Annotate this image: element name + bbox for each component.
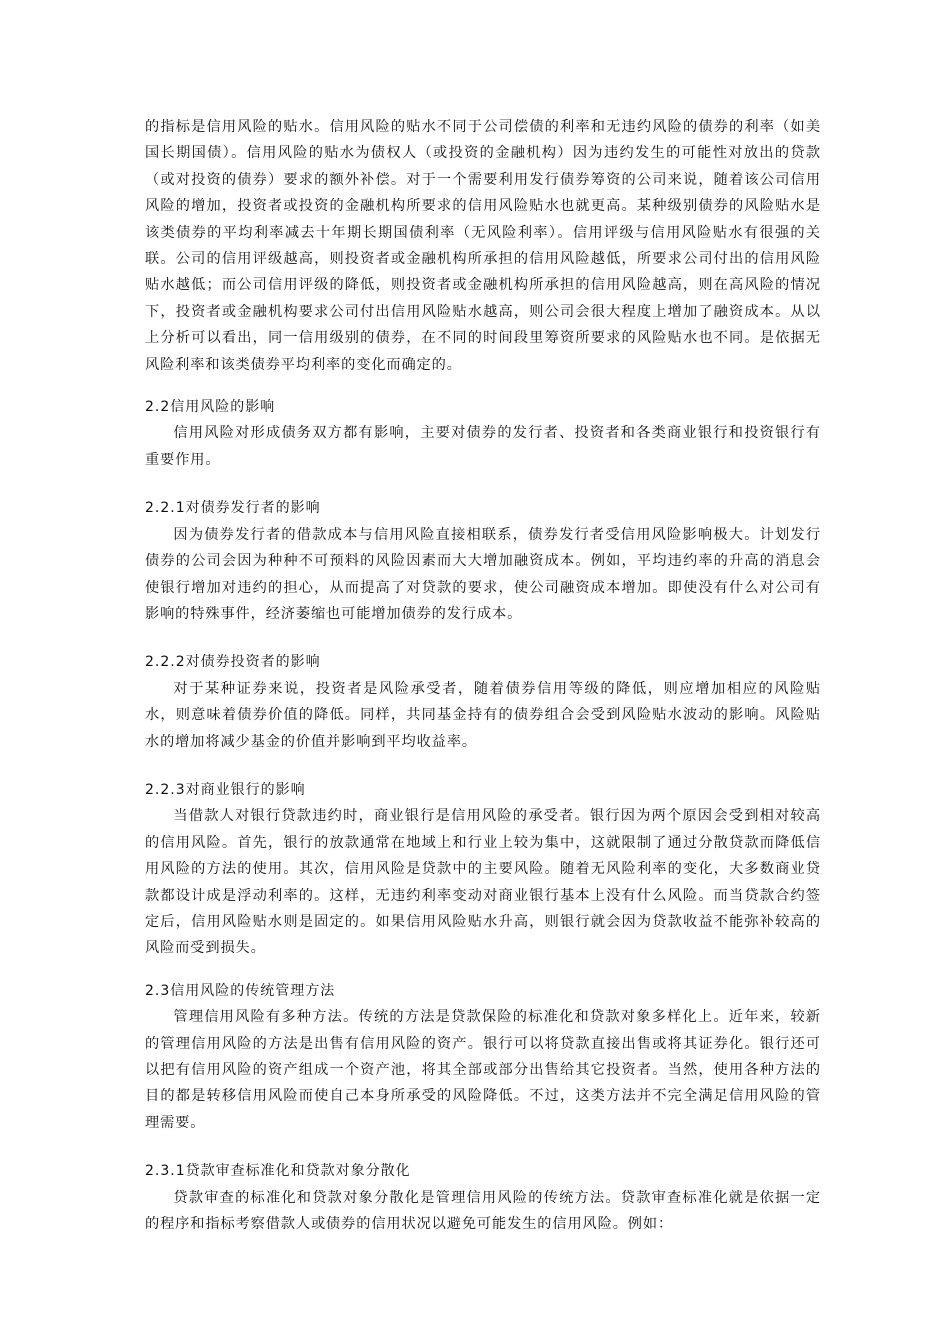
paragraph-credit-risk-premium: 的指标是信用风险的贴水。信用风险的贴水不同于公司偿债的利率和无违约风险的债券的利率（如美国长期国债）。信用风险的贴水为债权人（或投资的金融机构）因为违约发生的可能性对放出的贷款（或对投资的债券）要求的额外补偿。对于一个需要利用发行债券筹资的公司来说，随着该公司信用风险的增加，投资者或投资的金融机构所要求的信用风险贴水也就更高。某种级别债券的风险贴水是该类债券的平均利率减去十年期长期国债利率（无风险利率）。信用评级与信用风险贴水有很强的关联。公司的信用评级越高，则投资者或金融机构所承担的信用风险越低，所要求公司付出的信用风险贴水越低；而公司信用评级的降低，则投资者或金融机构所承担的信用风险越高，则在高风险的情况下，投资者或金融机构要求公司付出信用风险贴水越高，则公司会很大程度上增加了融资成本。从以上分析可以看出，同一信用级别的债券，在不同的时间段里筹资所要求的风险贴水也不同。是依据无风险利率和该类债券平均利率的变化而确定的。 [145, 119, 821, 373]
paragraph-traditional-methods: 管理信用风险有多种方法。传统的方法是贷款保险的标准化和贷款对象多样化上。近年来，较新的管理信用风险的方法是出售有信用风险的资产。银行可以将贷款直接出售或将其证券化。银行还可以把有信用风险的资产组成一个资产池，将其全部或部分出售给其它投资者。当然，使用各种方法的目的都是转移信用风险而使自己本身所承受的风险降低。不过，这类方法并不完全满足信用风险的管理需要。 [145, 1009, 821, 1131]
section-heading-2-2-2: 2.2.2对债券投资者的影响 [145, 654, 321, 671]
section-heading-2-3: 2.3信用风险的传统管理方法 [145, 982, 336, 999]
paragraph-issuer-impact: 因为债券发行者的借款成本与信用风险直接相联系，债券发行者受信用风险影响极大。计划发行债券的公司会因为种种不可预料的风险因素而大大增加融资成本。例如，平均违约率的升高的消息会使银行增加对违约的担心，从而提高了对贷款的要求，使公司融资成本增加。即使没有什么对公司有影响的特殊事件，经济萎缩也可能增加债券的发行成本。 [145, 526, 821, 622]
section-heading-2-2-1: 2.2.1对债券发行者的影响 [145, 500, 321, 517]
section-heading-2-2-3: 2.2.3对商业银行的影响 [145, 781, 306, 798]
paragraph-loan-review: 贷款审查的标准化和贷款对象分散化是管理信用风险的传统方法。贷款审查标准化就是依据一定的程序和指标考察借款人或债券的信用状况以避免可能发生的信用风险。例如： [145, 1189, 821, 1233]
paragraph-bank-impact: 当借款人对银行贷款违约时，商业银行是信用风险的承受者。银行因为两个原因会受到相对较高的信用风险。首先，银行的放款通常在地域上和行业上较为集中，这就限制了通过分散贷款而降低信用风险的方法的使用。其次，信用风险是贷款中的主要风险。随着无风险利率的变化，大多数商业贷款都设计成是浮动利率的。这样，无违约利率变动对商业银行基本上没有什么风险。而当贷款合约签定后，信用风险贴水则是固定的。如果信用风险贴水升高，则银行就会因为贷款收益不能弥补较高的风险而受到损失。 [145, 808, 821, 957]
section-heading-2-2: 2.2信用风险的影响 [145, 399, 276, 416]
paragraph-impact-intro: 信用风险对形成债务双方都有影响，主要对债券的发行者、投资者和各类商业银行和投资银行有重要作用。 [145, 425, 821, 468]
section-heading-2-3-1: 2.3.1贷款审查标准化和贷款对象分散化 [145, 1163, 411, 1180]
document-page [145, 114, 821, 1237]
paragraph-investor-impact: 对于某种证券来说，投资者是风险承受者，随着债券信用等级的降低，则应增加相应的风险贴水，则意味着债券价值的降低。同样，共同基金持有的债券组合会受到风险贴水波动的影响。风险贴水的增加将减少基金的价值并影响到平均收益率。 [145, 680, 821, 750]
